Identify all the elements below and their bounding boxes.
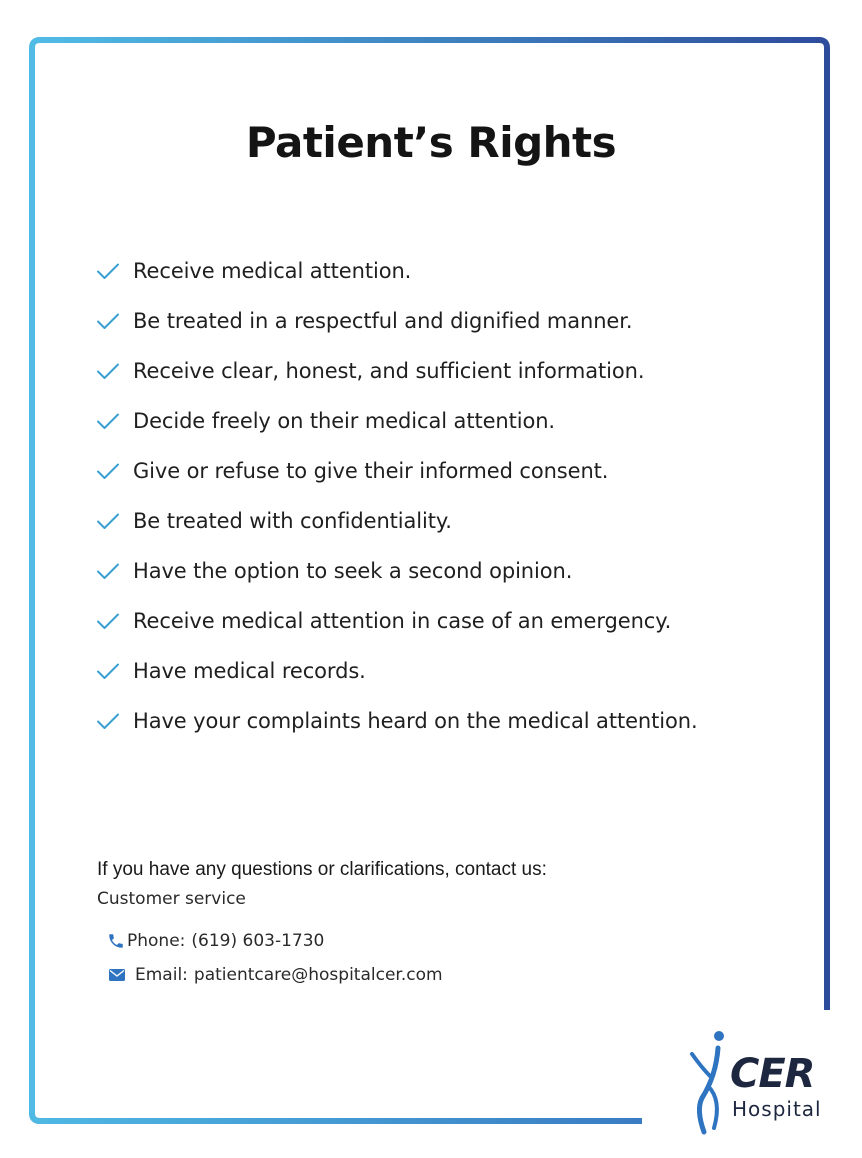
- page-title: Patient’s Rights: [245, 118, 617, 167]
- check-icon: [96, 609, 120, 633]
- list-item: [96, 696, 698, 746]
- rights-list: [96, 246, 698, 746]
- contact-department: Customer service: [97, 889, 246, 909]
- check-icon: [96, 309, 120, 333]
- check-icon: [96, 509, 120, 533]
- check-icon: [96, 359, 120, 383]
- list-item: [96, 596, 698, 646]
- phone-label: Phone:: [127, 931, 186, 951]
- right-text: Decide freely on their medical attention.: [133, 409, 556, 433]
- check-icon: [96, 459, 120, 483]
- phone-number[interactable]: (619) 603-1730: [191, 931, 325, 951]
- right-text: Receive medical attention.: [133, 259, 412, 283]
- right-text: Have the option to seek a second opinion.: [133, 559, 573, 583]
- right-text: Have your complaints heard on the medical attention.: [133, 709, 698, 733]
- right-text: Give or refuse to give their informed consent.: [133, 459, 609, 483]
- check-icon: [96, 559, 120, 583]
- right-text: Have medical records.: [133, 659, 366, 683]
- phone-line: [107, 924, 547, 958]
- right-text: Receive medical attention in case of an emergency.: [133, 609, 672, 633]
- phone-icon: [107, 932, 125, 950]
- check-icon: [96, 659, 120, 683]
- list-item: [96, 346, 698, 396]
- logo-name: CER: [730, 1051, 815, 1097]
- check-icon: [96, 409, 120, 433]
- list-item: [96, 246, 698, 296]
- right-text: Be treated in a respectful and dignified manner.: [133, 309, 633, 333]
- right-text: Receive clear, honest, and sufficient information.: [133, 359, 645, 383]
- contact-intro: If you have any questions or clarifications, contact us:: [97, 859, 547, 880]
- email-line: [109, 958, 547, 992]
- contact-section: [97, 856, 547, 992]
- logo-subtitle: Hospital: [732, 1097, 822, 1121]
- list-item: [96, 646, 698, 696]
- check-icon: [96, 259, 120, 283]
- list-item: [96, 396, 698, 446]
- right-text: Be treated with confidentiality.: [133, 509, 452, 533]
- list-item: [96, 496, 698, 546]
- email-label: Email:: [135, 965, 188, 985]
- email-address[interactable]: patientcare@hospitalcer.com: [193, 965, 443, 985]
- list-item: [96, 296, 698, 346]
- hospital-logo: [688, 1028, 838, 1143]
- email-icon: [109, 969, 125, 981]
- list-item: [96, 546, 698, 596]
- check-icon: [96, 709, 120, 733]
- list-item: [96, 446, 698, 496]
- person-figure-icon: [688, 1028, 732, 1138]
